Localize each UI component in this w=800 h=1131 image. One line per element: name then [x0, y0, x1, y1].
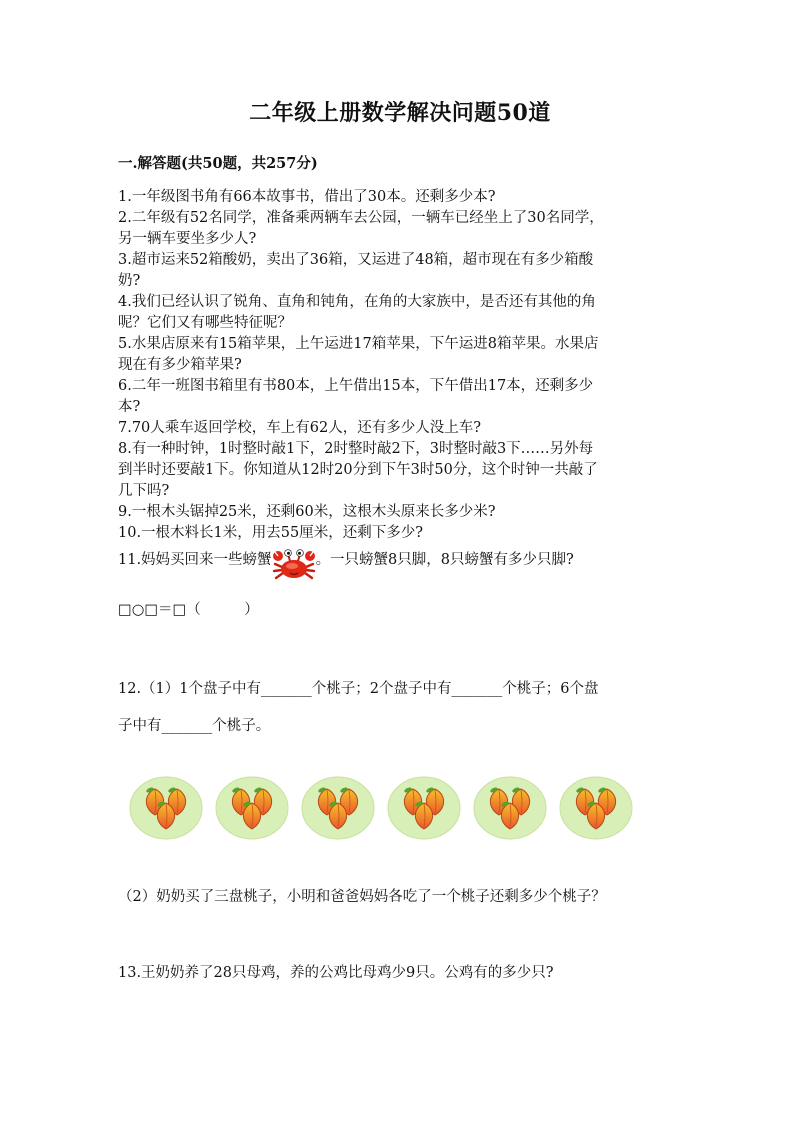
question-11-text-after: 。一只螃蟹8只脚，8只螃蟹有多少只脚?	[315, 552, 574, 568]
peach-plate-icon	[558, 776, 634, 840]
peach-plate-icon	[300, 776, 376, 840]
question-8-line2: 到半时还要敲1下。你知道从12时20分到下午3时50分，这个时钟一共敲了	[118, 462, 598, 478]
question-10: 10.一根木料长1米，用去55厘米，还剩下多少?	[118, 525, 424, 541]
question-2-line2: 另一辆车要坐多少人?	[118, 231, 257, 247]
question-12-part2: （2）奶奶买了三盘桃子，小明和爸爸妈妈各吃了一个桃子还剩多少个桃子？	[118, 889, 606, 905]
question-2-line1: 2.二年级有52名同学，准备乘两辆车去公园，一辆车已经坐上了30名同学，	[118, 210, 604, 226]
question-6-line1: 6.二年一班图书箱里有书80本，上午借出15本，下午借出17本，还剩多少	[118, 378, 594, 394]
page-title: 二年级上册数学解决问题50道	[249, 100, 551, 126]
question-11	[118, 543, 574, 577]
question-4-line2: 呢？它们又有哪些特征呢？	[118, 315, 292, 331]
question-5-line2: 现在有多少箱苹果?	[118, 357, 242, 373]
question-8-line1: 8.有一种时钟，1时整时敲1下，2时整时敲2下，3时整时敲3下……另外每	[118, 441, 594, 457]
question-11-formula: □○□＝□（ ）	[118, 602, 259, 618]
question-3-line2: 奶?	[118, 273, 141, 289]
peach-plate-icon	[214, 776, 290, 840]
peach-plate-icon	[128, 776, 204, 840]
section-heading: 一.解答题(共50题，共257分)	[118, 155, 318, 172]
question-12-line2: 子中有_______个桃子。	[118, 718, 271, 734]
question-1: 1.一年级图书角有66本故事书，借出了30本。还剩多少本?	[118, 189, 496, 205]
peach-plate-icon	[472, 776, 548, 840]
peach-plates	[128, 776, 648, 842]
question-6-line2: 本?	[118, 399, 141, 415]
question-11-text-before: 11.妈妈买回来一些螃蟹	[118, 552, 272, 568]
crab-icon	[272, 547, 316, 581]
question-4-line1: 4.我们已经认识了锐角、直角和钝角，在角的大家族中，是否还有其他的角	[118, 294, 596, 310]
question-12-line1: 12.（1）1个盘子中有_______个桃子；2个盘子中有_______个桃子；6个盘	[118, 681, 599, 697]
question-8-line3: 几下吗?	[118, 483, 170, 499]
question-13: 13.王奶奶养了28只母鸡，养的公鸡比母鸡少9只。公鸡有的多少只?	[118, 965, 554, 981]
question-3-line1: 3.超市运来52箱酸奶，卖出了36箱，又运进了48箱，超市现在有多少箱酸	[118, 252, 594, 268]
peach-plate-icon	[386, 776, 462, 840]
question-7: 7.70人乘车返回学校，车上有62人，还有多少人没上车?	[118, 420, 482, 436]
question-5-line1: 5.水果店原来有15箱苹果，上午运进17箱苹果，下午运进8箱苹果。水果店	[118, 336, 599, 352]
question-9: 9.一根木头锯掉25米，还剩60米，这根木头原来长多少米?	[118, 504, 496, 520]
